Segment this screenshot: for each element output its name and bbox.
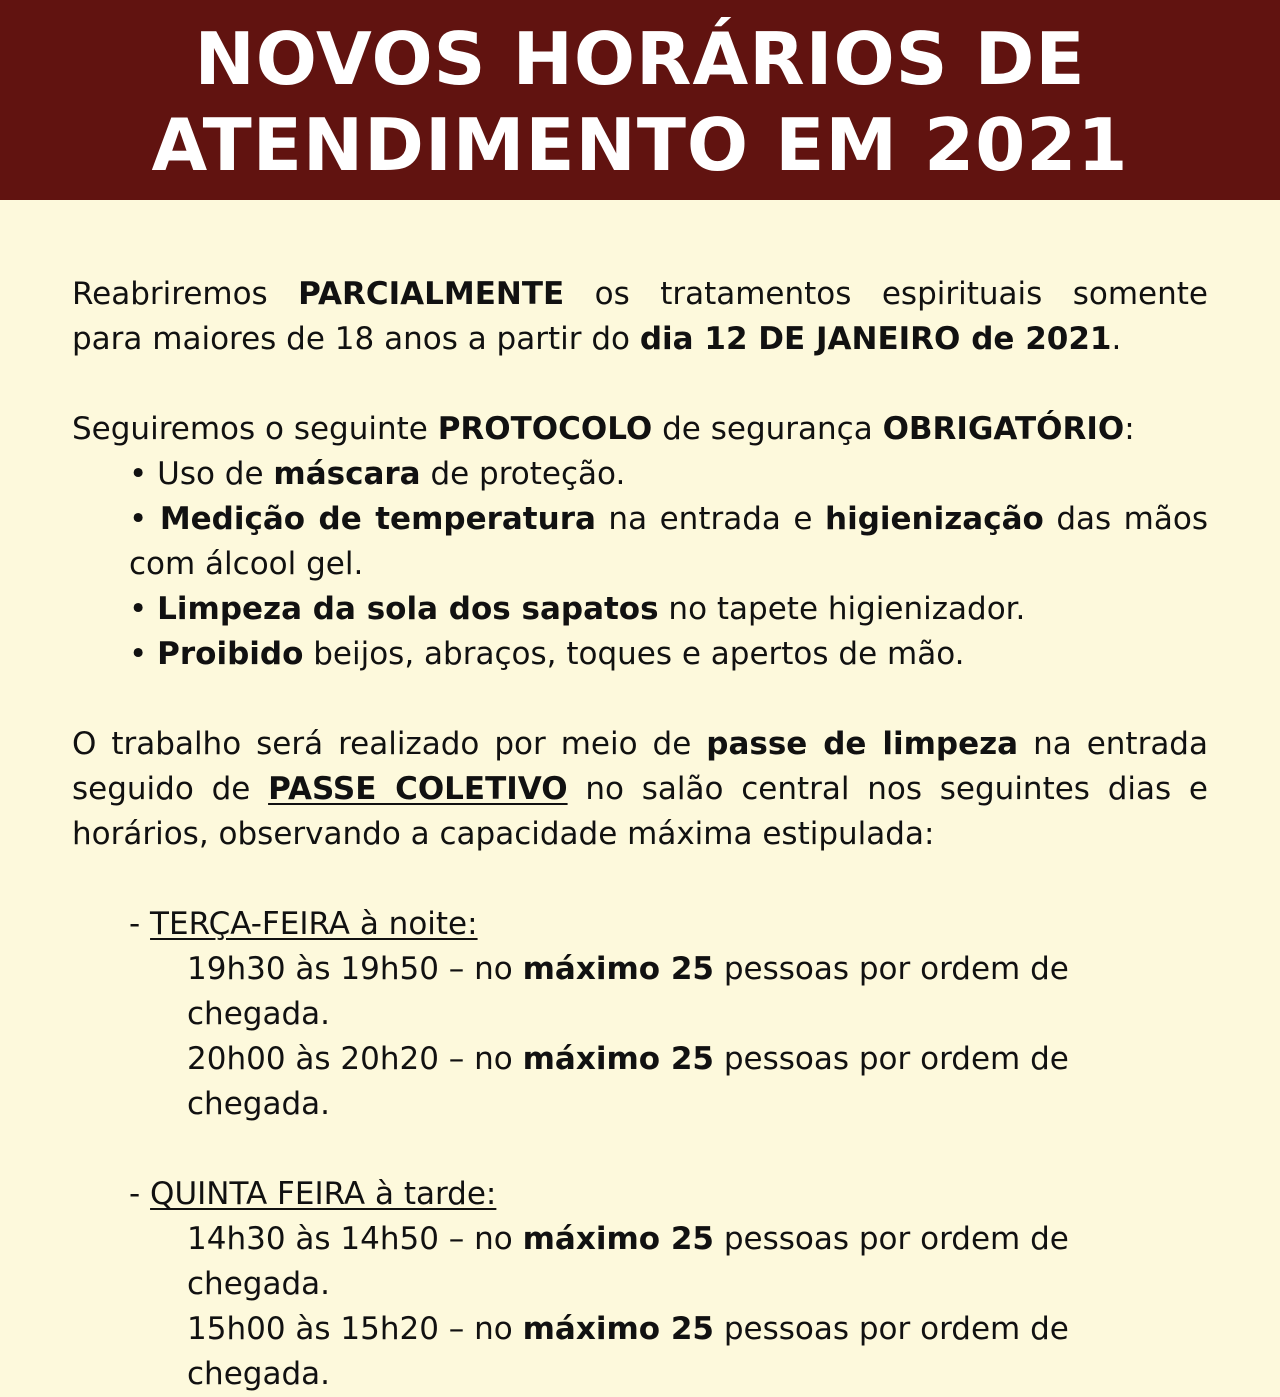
item-text: Uso de — [157, 456, 274, 492]
day-label: TERÇA-FEIRA à noite: — [150, 906, 478, 942]
slot-text: pessoas por ordem de chegada. — [187, 1221, 1069, 1302]
protocol-text: de segurança — [652, 411, 883, 447]
slot-max: máximo 25 — [522, 1041, 714, 1077]
intro-text: . — [1111, 321, 1122, 357]
title-line-2: ATENDIMENTO EM 2021 — [151, 103, 1129, 187]
dash: - — [129, 1176, 151, 1212]
work-line-2 — [72, 767, 1208, 812]
list-item — [129, 587, 1208, 632]
bullet-dot: • — [129, 456, 158, 492]
schedule-slot — [187, 1217, 1208, 1307]
slot-time: 19h30 às 19h50 – no — [187, 951, 523, 987]
item-bold: higienização — [825, 501, 1044, 537]
list-item-continuation: com álcool gel. — [129, 546, 364, 582]
slot-max: máximo 25 — [522, 1311, 714, 1347]
protocol-list — [129, 452, 1208, 677]
work-line-3: horários, observando a capacidade máxima estipulada: — [72, 816, 935, 852]
dash: - — [129, 906, 151, 942]
bullet-dot: • — [129, 591, 158, 627]
item-text: no tapete higienizador. — [658, 591, 1026, 627]
bullet-dot: • — [129, 501, 160, 537]
slot-text: pessoas por ordem de chegada. — [187, 1041, 1069, 1122]
schedule-day — [129, 902, 1208, 947]
protocol-bold: OBRIGATÓRIO — [882, 411, 1125, 447]
item-bold: Medição de temperatura — [159, 501, 596, 537]
intro-bold: PARCIALMENTE — [298, 276, 565, 312]
list-item — [129, 452, 1208, 497]
bullet-dot: • — [129, 636, 158, 672]
item-bold: Proibido — [157, 636, 304, 672]
protocol-heading — [72, 407, 1208, 452]
work-text: seguido de — [72, 771, 269, 807]
schedule-slot — [187, 947, 1208, 1037]
header-banner — [0, 0, 1280, 200]
schedule-day — [129, 1172, 1208, 1217]
slot-text: pessoas por ordem de chegada. — [187, 1311, 1069, 1392]
work-text: no salão central nos seguintes dias e — [567, 771, 1208, 807]
item-text: de proteção. — [420, 456, 626, 492]
item-text: na entrada e — [595, 501, 826, 537]
slot-time: 20h00 às 20h20 – no — [187, 1041, 523, 1077]
protocol-text: Seguiremos o seguinte — [72, 411, 438, 447]
notice-body — [72, 272, 1208, 1397]
work-bold: passe de limpeza — [706, 726, 1019, 762]
intro-text: Reabriremos — [72, 276, 299, 312]
schedule-slot — [187, 1037, 1208, 1127]
work-text: na entrada — [1018, 726, 1208, 762]
intro-line-1 — [72, 272, 1208, 317]
day-label: QUINTA FEIRA à tarde: — [150, 1176, 497, 1212]
list-item — [129, 632, 1208, 677]
protocol-text: : — [1124, 411, 1135, 447]
list-item — [129, 497, 1208, 542]
item-bold: Limpeza da sola dos sapatos — [157, 591, 659, 627]
intro-text: os tratamentos espirituais somente — [564, 276, 1208, 312]
slot-max: máximo 25 — [522, 951, 714, 987]
slot-time: 14h30 às 14h50 – no — [187, 1221, 523, 1257]
item-text: das mãos — [1043, 501, 1208, 537]
title-line-1: NOVOS HORÁRIOS DE — [194, 17, 1086, 101]
item-text: beijos, abraços, toques e apertos de mão. — [303, 636, 965, 672]
work-line-1 — [72, 722, 1208, 767]
item-bold: máscara — [273, 456, 421, 492]
slot-time: 15h00 às 15h20 – no — [187, 1311, 523, 1347]
intro-text: para maiores de 18 anos a partir do — [72, 321, 640, 357]
slot-text: pessoas por ordem de chegada. — [187, 951, 1069, 1032]
work-underlined-bold: PASSE COLETIVO — [268, 771, 568, 807]
protocol-bold: PROTOCOLO — [437, 411, 653, 447]
work-text: O trabalho será realizado por meio de — [72, 726, 707, 762]
intro-date: dia 12 DE JANEIRO de 2021 — [639, 321, 1112, 357]
slot-max: máximo 25 — [522, 1221, 714, 1257]
intro-line-2 — [72, 317, 1208, 362]
schedule-slot — [187, 1307, 1208, 1397]
